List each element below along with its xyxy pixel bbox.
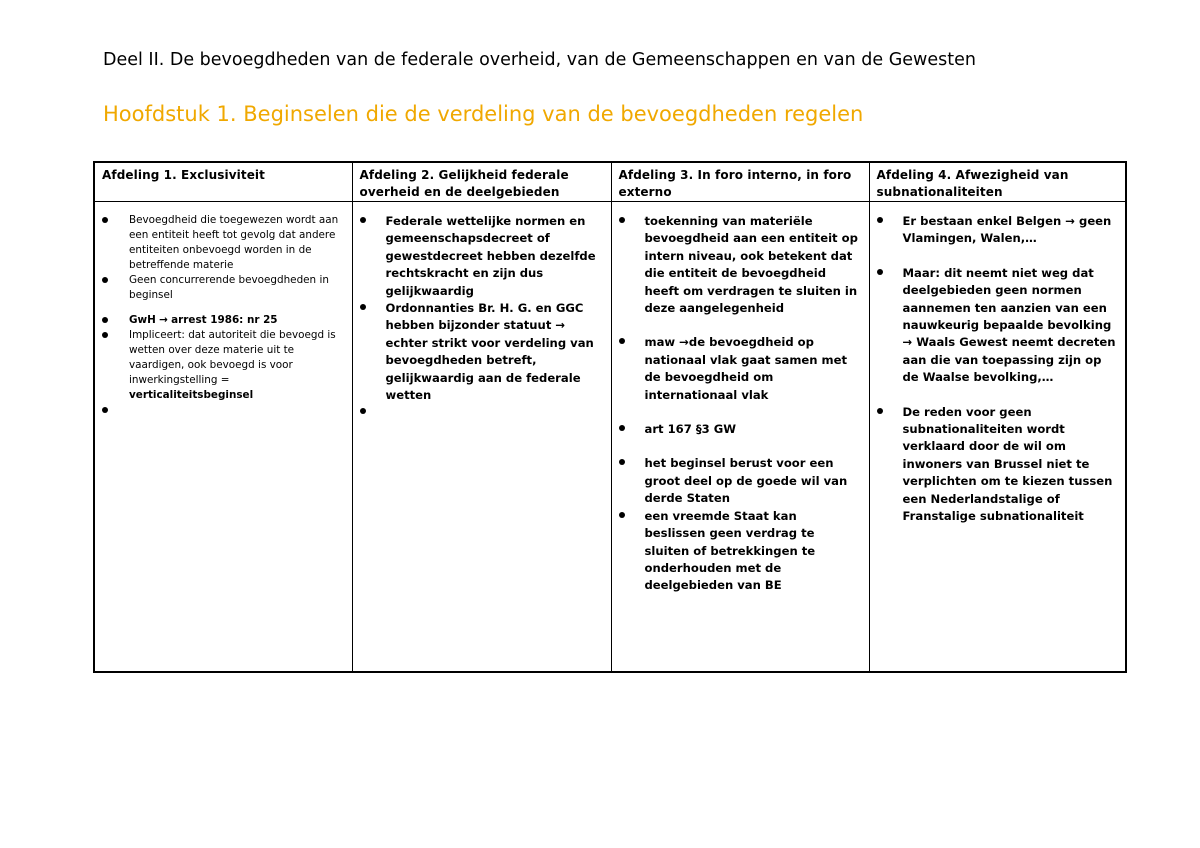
header-cell xyxy=(352,162,611,202)
table-header-row xyxy=(94,162,1126,202)
list-item xyxy=(619,455,861,507)
list-item xyxy=(877,265,1118,387)
chapter-title: Hoofdstuk 1. Beginselen die de verdeling van de bevoegdheden regelen xyxy=(103,102,864,126)
list-item xyxy=(102,313,344,328)
bullet-list xyxy=(102,213,344,303)
bullet-text: echter strikt voor verdeling van bevoegdheden betreft, gelijkwaardig aan de federale wetten xyxy=(385,335,594,403)
bullet-text: Er bestaan enkel Belgen xyxy=(902,214,1062,228)
bullet-icon xyxy=(877,217,883,223)
bullet-list xyxy=(102,313,344,418)
list-item xyxy=(360,300,603,404)
list-item-empty xyxy=(102,403,344,418)
list-item xyxy=(619,508,861,595)
list-item xyxy=(102,273,344,303)
bullet-text: Waals Gewest neemt decreten aan die van toepassing zijn op de Waalse bevolking,… xyxy=(902,335,1116,385)
bullet-icon xyxy=(877,269,883,275)
list-item xyxy=(619,334,861,404)
bullet-text-bold: GwH xyxy=(129,314,156,326)
bullet-text: Geen concurrerende bevoegdheden in beginsel xyxy=(129,274,329,301)
bullet-icon xyxy=(102,217,108,223)
header-afdeling-2: Afdeling 2. Gelijkheid federale overheid en de deelgebieden xyxy=(359,168,569,199)
body-cell-afdeling-4 xyxy=(869,202,1126,673)
principles-table xyxy=(93,161,1127,673)
bullet-icon xyxy=(619,338,625,344)
bullet-text: Ordonnanties Br. H. G. en GGC hebben bijzonder statuut xyxy=(385,301,584,333)
list-item xyxy=(360,213,603,300)
bullet-text: De reden voor geen subnationaliteiten wordt verklaard door de wil om inwoners van Brussel niet te verplichten om te kiezen tussen een Nederlandstalige of Franstalige subnationaliteit xyxy=(902,404,1113,524)
list-item-empty xyxy=(360,404,603,421)
list-item xyxy=(619,421,861,438)
arrow-right-icon: → xyxy=(902,335,913,350)
header-afdeling-1: Afdeling 1. Exclusiviteit xyxy=(102,168,265,182)
header-cell xyxy=(94,162,352,202)
list-item xyxy=(877,404,1118,526)
bullet-list xyxy=(619,334,861,404)
bullet-list xyxy=(877,265,1118,387)
bullet-list xyxy=(360,213,603,422)
header-cell xyxy=(611,162,869,202)
bullet-icon xyxy=(619,425,625,431)
bullet-text: Maar: dit neemt niet weg dat deelgebieden geen normen aannemen ten aanzien van een nauwkeurig bepaalde bevolking xyxy=(902,265,1112,333)
bullet-icon xyxy=(360,304,366,310)
arrow-right-icon: → xyxy=(679,335,689,350)
body-cell-afdeling-2 xyxy=(352,202,611,673)
header-cell xyxy=(869,162,1126,202)
bullet-text: art 167 §3 GW xyxy=(644,422,737,437)
bullet-icon xyxy=(619,217,625,223)
bullet-text: toekenning van materiële bevoegdheid aan een entiteit op intern niveau, ook betekent dat die entiteit de bevoegdheid heeft om verdragen te sluiten in deze aangelegenheid xyxy=(644,214,858,316)
bullet-text: maw xyxy=(644,335,676,350)
arrow-right-icon: → xyxy=(159,314,168,326)
body-cell-afdeling-3 xyxy=(611,202,869,673)
list-item xyxy=(877,213,1118,248)
bullet-list xyxy=(877,213,1118,248)
bullet-icon xyxy=(102,277,108,283)
bullet-text: Impliceert: dat autoriteit die bevoegd is wetten over deze materie uit te vaardigen, ook bevoegd is voor inwerkingstelling = xyxy=(129,329,336,386)
bullet-icon xyxy=(360,408,366,414)
bullet-text: de bevoegdheid op nationaal vlak gaat samen met de bevoegdheid om internationaal vlak xyxy=(644,335,848,402)
bullet-list xyxy=(619,421,861,438)
bullet-icon xyxy=(102,407,108,413)
bullet-icon xyxy=(619,459,625,465)
table-body-row xyxy=(94,202,1126,673)
header-afdeling-3: Afdeling 3. In foro interno, in foro externo xyxy=(618,168,852,199)
bullet-list xyxy=(877,404,1118,526)
bullet-text: een vreemde Staat kan beslissen geen verdrag te sluiten of betrekkingen te onderhouden met de deelgebieden van BE xyxy=(644,508,816,593)
arrow-right-icon: → xyxy=(1065,214,1075,228)
list-item xyxy=(102,213,344,273)
bullet-list xyxy=(619,455,861,594)
bullet-icon xyxy=(619,512,625,518)
bullet-text-bold: verticaliteitsbeginsel xyxy=(129,389,254,401)
header-afdeling-4: Afdeling 4. Afwezigheid van subnationaliteiten xyxy=(876,168,1069,199)
bullet-text: geen Vlamingen, Walen,… xyxy=(902,214,1112,246)
bullet-list xyxy=(619,213,861,317)
arrow-right-icon: → xyxy=(555,318,566,333)
bullet-text: het beginsel berust voor een groot deel op de goede wil van derde Staten xyxy=(644,456,848,506)
list-item xyxy=(102,328,344,403)
list-item xyxy=(619,213,861,317)
bullet-icon xyxy=(360,217,366,223)
bullet-text: Bevoegdheid die toegewezen wordt aan een entiteit heeft tot gevolg dat andere entiteiten onbevoegd worden in de betreffende materie xyxy=(129,214,339,271)
bullet-icon xyxy=(102,317,108,323)
body-cell-afdeling-1 xyxy=(94,202,352,673)
bullet-text: Federale wettelijke normen en gemeenschapsdecreet of gewestdecreet hebben dezelfde rechtskracht en zijn dus gelijkwaardig xyxy=(385,214,596,298)
bullet-text-bold: arrest 1986: nr 25 xyxy=(171,314,278,326)
bullet-icon xyxy=(877,408,883,414)
part-title: Deel II. De bevoegdheden van de federale overheid, van de Gemeenschappen en van de Gewesten xyxy=(103,50,976,70)
bullet-icon xyxy=(102,332,108,338)
